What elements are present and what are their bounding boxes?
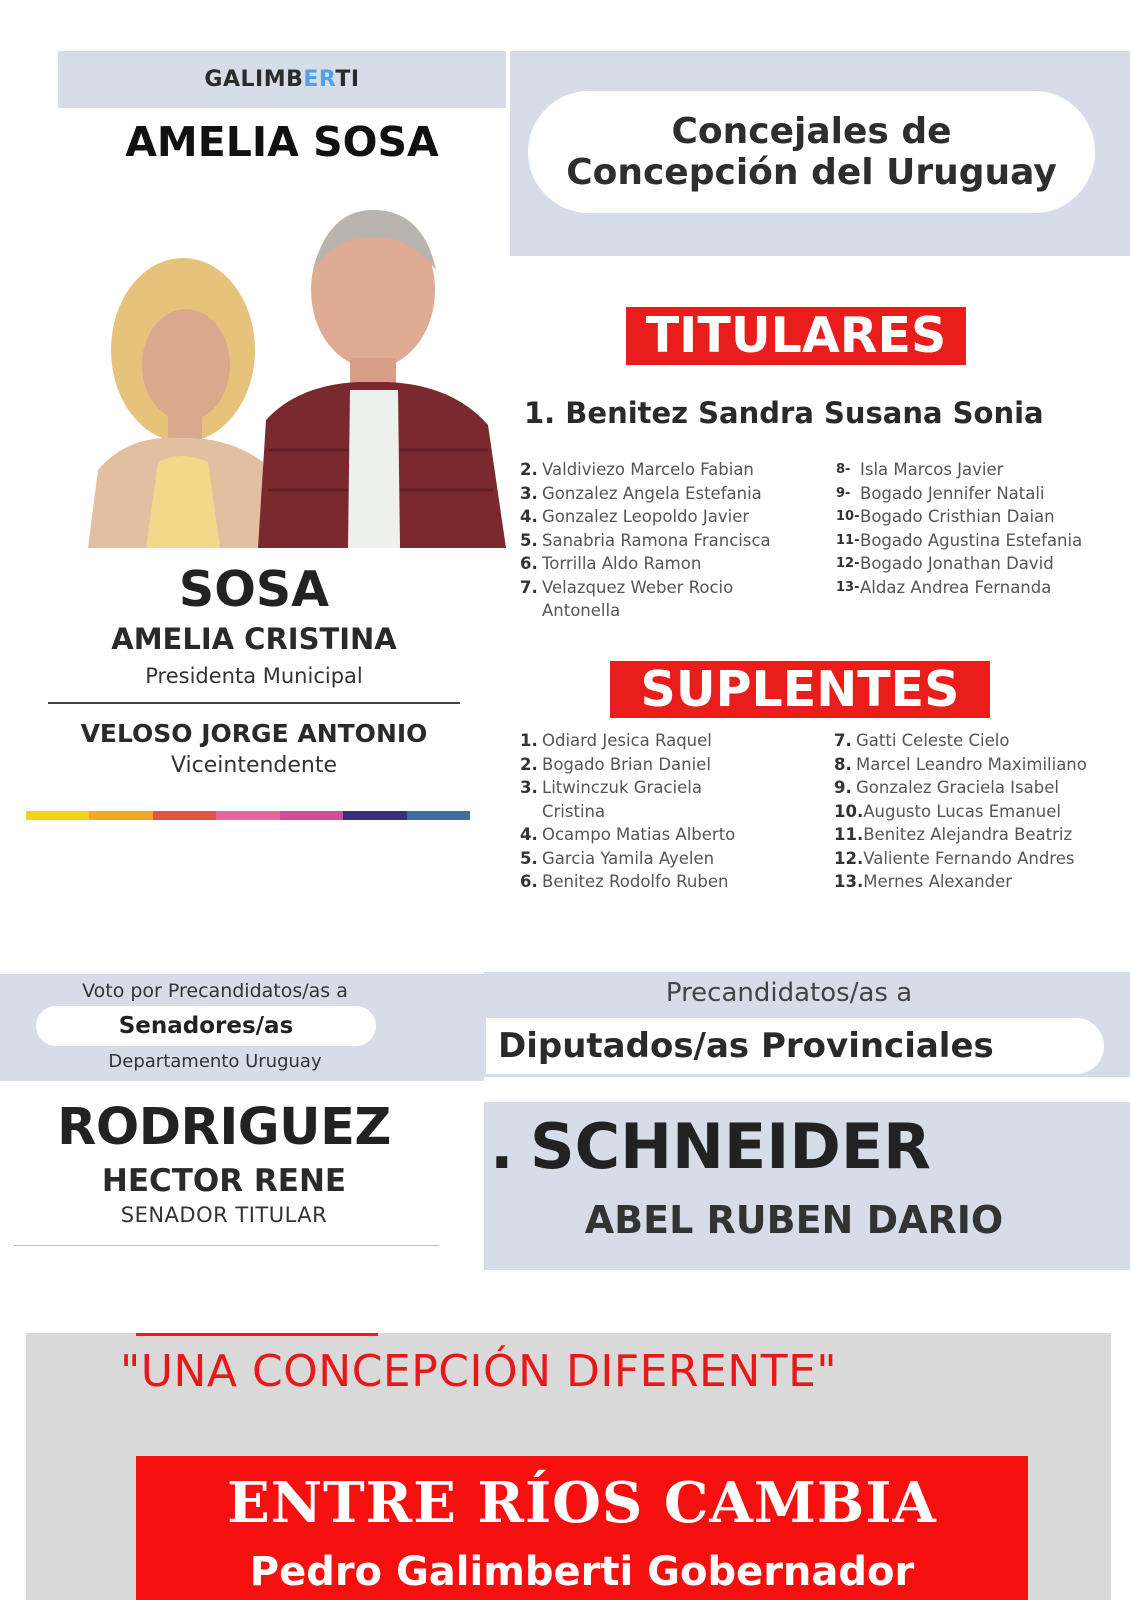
divider bbox=[48, 702, 460, 704]
deputy-intro: Precandidatos/as a bbox=[665, 978, 913, 1008]
divider bbox=[14, 1245, 439, 1246]
mayor-given-names: AMELIA CRISTINA bbox=[111, 622, 397, 656]
candidate-number: 2. bbox=[520, 460, 538, 479]
candidate-item bbox=[520, 482, 820, 506]
candidate-item bbox=[834, 847, 1131, 871]
candidate-number: 4. bbox=[520, 825, 538, 844]
candidate-name: Bogado Cristhian Daian bbox=[860, 507, 1055, 526]
candidate-name: Marcel Leandro Maximiliano bbox=[856, 754, 1087, 774]
candidate-item bbox=[520, 823, 820, 847]
first-titular: 1. Benitez Sandra Susana Sonia bbox=[524, 396, 1044, 430]
candidate-name: Augusto Lucas Emanuel bbox=[863, 801, 1061, 821]
titulares-list-left bbox=[520, 458, 820, 623]
candidate-name: Isla Marcos Javier bbox=[860, 460, 1004, 479]
candidate-name: Mernes Alexander bbox=[863, 872, 1013, 891]
candidate-number: 3. bbox=[520, 483, 538, 503]
candidate-name: Aldaz Andrea Fernanda bbox=[860, 577, 1052, 597]
candidate-item bbox=[834, 729, 1131, 753]
candidate-name: Valiente Fernando Andres bbox=[863, 848, 1075, 868]
footer-headline: ENTRE RÍOS CAMBIA bbox=[227, 1470, 937, 1536]
deputy-surname: . SCHNEIDER bbox=[490, 1116, 1090, 1178]
candidate-number: 6. bbox=[520, 872, 538, 891]
candidate-number: 9. bbox=[834, 778, 852, 797]
candidate-number: 13- bbox=[836, 579, 860, 595]
stripe-segment bbox=[89, 811, 152, 820]
candidate-number: 6. bbox=[520, 554, 538, 573]
candidate-item bbox=[520, 729, 820, 753]
candidate-name: Sanabria Ramona Francisca bbox=[542, 530, 771, 550]
candidate-title: AMELIA SOSA bbox=[125, 118, 439, 166]
candidate-item bbox=[836, 529, 1131, 553]
senate-department: Departamento Uruguay bbox=[108, 1051, 322, 1072]
candidate-number: 11- bbox=[836, 532, 860, 548]
candidate-item bbox=[520, 552, 820, 576]
candidate-number: 2. bbox=[520, 754, 538, 774]
candidate-item bbox=[520, 870, 820, 894]
galimberti-logo: GALIMBERTI bbox=[204, 67, 360, 92]
candidate-name: Odiard Jesica Raquel bbox=[542, 731, 712, 750]
candidate-name: Bogado Jennifer Natali bbox=[860, 483, 1045, 503]
candidate-item bbox=[520, 505, 820, 529]
suplentes-list-left bbox=[520, 729, 820, 894]
candidate-number: 1. bbox=[520, 731, 538, 750]
candidate-name: Valdiviezo Marcelo Fabian bbox=[542, 460, 754, 479]
candidate-name: Gonzalez Leopoldo Javier bbox=[542, 507, 750, 526]
stripe-segment bbox=[407, 811, 470, 820]
candidate-name: Velazquez Weber Rocio bbox=[542, 577, 734, 597]
senator-surname: RODRIGUEZ bbox=[57, 1098, 391, 1157]
candidate-number: 12- bbox=[836, 556, 860, 571]
vice-mayor-role: Viceintendente bbox=[170, 753, 338, 778]
candidate-number: 10. bbox=[834, 801, 864, 821]
color-stripe bbox=[26, 811, 470, 820]
candidate-item bbox=[834, 753, 1131, 777]
candidate-name: Bogado Agustina Estefania bbox=[860, 530, 1083, 550]
suplentes-label: SUPLENTES bbox=[610, 661, 990, 718]
candidate-number: 12. bbox=[834, 848, 864, 868]
candidate-number: 9- bbox=[836, 485, 851, 501]
senator-role: SENADOR TITULAR bbox=[120, 1203, 328, 1227]
titulares-list-right bbox=[836, 458, 1131, 599]
deputy-heading: Diputados/as Provinciales bbox=[486, 1018, 1104, 1074]
candidate-name: Bogado Brian Daniel bbox=[542, 754, 711, 774]
vice-mayor-name: VELOSO JORGE ANTONIO bbox=[80, 719, 428, 748]
senate-heading: Senadores/as bbox=[36, 1006, 376, 1046]
titulares-label: TITULARES bbox=[626, 307, 966, 365]
candidate-number: 10- bbox=[836, 509, 860, 524]
candidate-number: 7. bbox=[520, 577, 538, 597]
candidate-number: 8. bbox=[834, 754, 852, 774]
candidate-item bbox=[836, 482, 1131, 506]
candidate-item bbox=[836, 576, 1131, 600]
stripe-segment bbox=[153, 811, 216, 820]
candidate-item bbox=[520, 753, 820, 777]
candidate-number: 5. bbox=[520, 530, 538, 550]
candidate-name-continued: Cristina bbox=[542, 801, 606, 821]
candidate-name: Ocampo Matias Alberto bbox=[542, 825, 736, 844]
candidate-item bbox=[520, 576, 820, 600]
stripe-segment bbox=[26, 811, 89, 820]
council-heading-line1: Concejales de bbox=[671, 110, 952, 152]
candidate-name: Gonzalez Angela Estefania bbox=[542, 483, 762, 503]
candidate-item bbox=[836, 552, 1131, 576]
candidate-item bbox=[834, 870, 1131, 894]
candidate-name: Benitez Rodolfo Ruben bbox=[542, 872, 729, 891]
candidate-item bbox=[520, 847, 820, 871]
candidate-name: Bogado Jonathan David bbox=[860, 554, 1054, 573]
footer-accent-line bbox=[136, 1333, 378, 1336]
brand-bar bbox=[58, 51, 506, 108]
candidate-name: Gatti Celeste Cielo bbox=[856, 731, 1010, 750]
candidate-name: Gonzalez Graciela Isabel bbox=[856, 778, 1059, 797]
candidate-number: 8- bbox=[836, 462, 851, 477]
candidate-number: 13. bbox=[834, 872, 864, 891]
candidate-name: Litwinczuk Graciela bbox=[542, 778, 702, 797]
deputy-given-names: ABEL RUBEN DARIO bbox=[584, 1198, 1004, 1242]
stripe-segment bbox=[343, 811, 406, 820]
candidate-name-continued: Antonella bbox=[542, 601, 621, 620]
candidate-number: 5. bbox=[520, 848, 538, 868]
candidate-item bbox=[834, 800, 1131, 824]
candidate-item bbox=[520, 529, 820, 553]
candidate-name: Benitez Alejandra Beatriz bbox=[863, 825, 1073, 844]
council-heading bbox=[528, 91, 1095, 213]
stripe-segment bbox=[280, 811, 343, 820]
suplentes-list-right bbox=[834, 729, 1131, 894]
candidate-number: 7. bbox=[834, 731, 852, 750]
candidate-number: 11. bbox=[834, 825, 864, 844]
senate-intro: Voto por Precandidatos/as a bbox=[82, 980, 348, 1002]
candidate-name: Garcia Yamila Ayelen bbox=[542, 848, 715, 868]
candidate-number: 4. bbox=[520, 507, 538, 526]
candidate-name: Torrilla Aldo Ramon bbox=[542, 554, 702, 573]
stripe-segment bbox=[216, 811, 279, 820]
candidate-item bbox=[834, 776, 1131, 800]
mayor-surname: SOSA bbox=[178, 561, 330, 618]
slogan: "UNA CONCEPCIÓN DIFERENTE" bbox=[120, 1346, 838, 1397]
candidate-item bbox=[520, 458, 820, 482]
mayor-role: Presidenta Municipal bbox=[145, 664, 363, 688]
candidates-photo bbox=[68, 200, 506, 548]
candidate-item bbox=[834, 823, 1131, 847]
candidate-item bbox=[520, 776, 820, 800]
candidate-number: 3. bbox=[520, 778, 538, 797]
candidate-item bbox=[836, 458, 1131, 482]
senator-given-names: HECTOR RENE bbox=[101, 1163, 347, 1199]
candidate-item bbox=[836, 505, 1131, 529]
council-heading-line2: Concepción del Uruguay bbox=[566, 152, 1057, 193]
footer-subline: Pedro Galimberti Gobernador bbox=[249, 1549, 915, 1595]
